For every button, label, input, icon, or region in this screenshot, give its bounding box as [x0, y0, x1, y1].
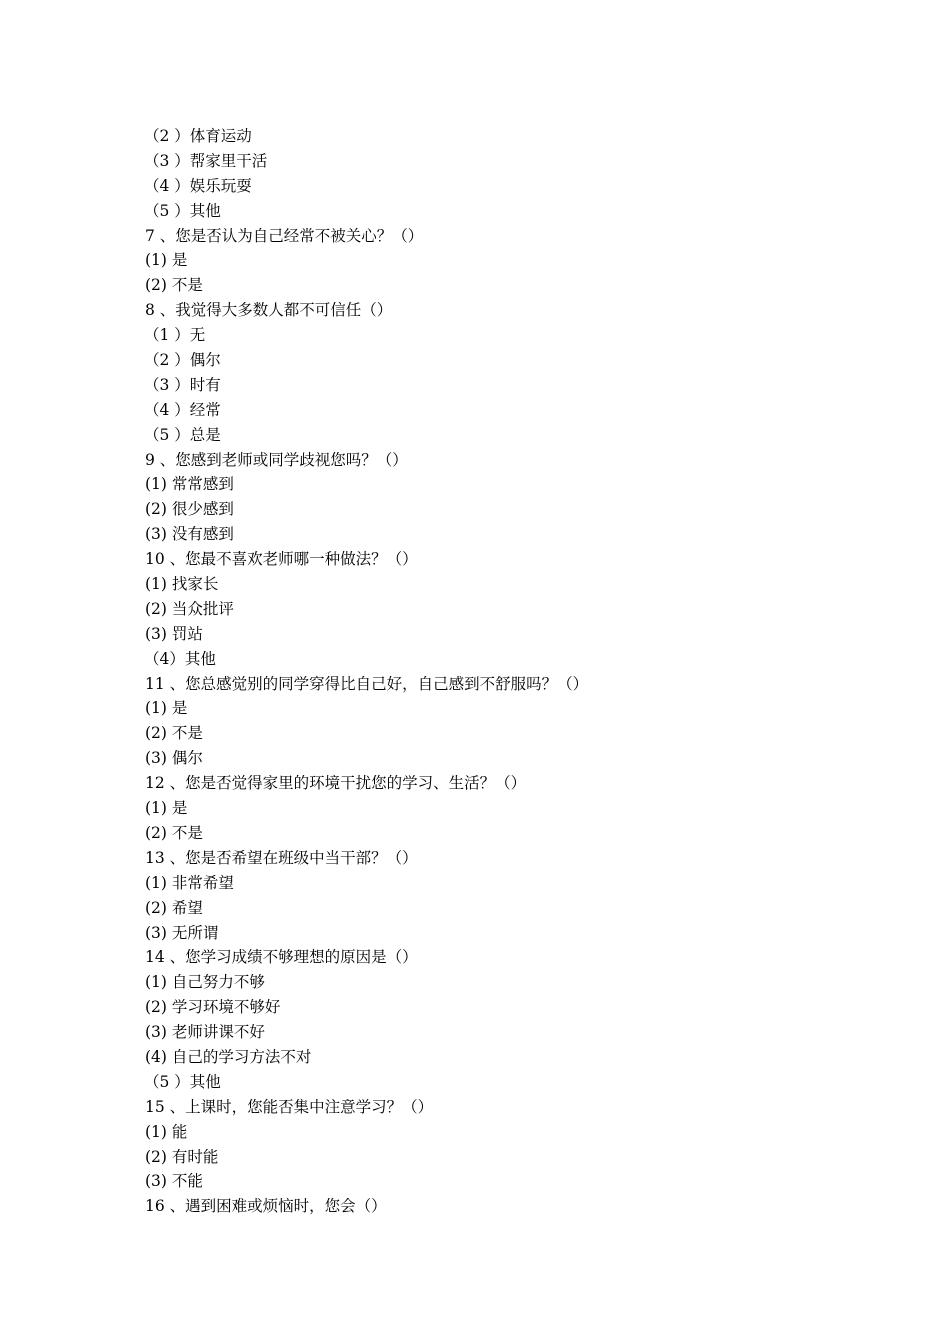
option-line: (3) 罚站 [145, 624, 203, 643]
option-line: （4 ）经常 [144, 400, 221, 419]
option-line: (2) 有时能 [145, 1147, 219, 1166]
option-line: (1) 自己努力不够 [145, 973, 265, 992]
question-line: 11 、您总感觉别的同学穿得比自己好，自己感到不舒服吗？（） [145, 674, 589, 693]
option-line: (2) 不是 [145, 823, 203, 842]
option-line: (2) 不是 [145, 724, 203, 743]
option-line: (2) 当众批评 [145, 599, 234, 618]
option-line: （1 ）无 [144, 326, 206, 345]
question-line: 10 、您最不喜欢老师哪一种做法？（） [145, 550, 418, 569]
option-line: （2 ）体育运动 [144, 127, 252, 145]
option-line: （3 ）时有 [144, 375, 221, 394]
option-line: (1) 常常感到 [145, 475, 234, 494]
option-line: (1) 非常希望 [145, 873, 234, 892]
option-line: （3 ）帮家里干活 [144, 151, 268, 170]
question-line: 12 、您是否觉得家里的环境干扰您的学习、生活？（） [145, 774, 527, 793]
option-line: (1) 是 [145, 799, 188, 818]
option-line: (1) 能 [145, 1122, 188, 1141]
option-line: (4) 自己的学习方法不对 [145, 1047, 312, 1066]
question-line: 16 、遇到困难或烦恼时，您会（） [145, 1197, 387, 1216]
option-line: (2) 学习环境不够好 [145, 998, 281, 1017]
option-line: (2) 不是 [145, 276, 203, 295]
option-line: (3) 老师讲课不好 [145, 1023, 265, 1042]
question-line: 7 、您是否认为自己经常不被关心？（） [145, 226, 424, 245]
option-line: (3) 无所谓 [145, 923, 219, 942]
option-line: (3) 没有感到 [145, 525, 234, 544]
option-line: (3) 不能 [145, 1172, 203, 1191]
option-line: (2) 希望 [145, 898, 203, 917]
question-line: 8 、我觉得大多数人都不可信任（） [145, 301, 393, 320]
question-line: 13 、您是否希望在班级中当干部？（） [145, 848, 418, 867]
question-line: 9 、您感到老师或同学歧视您吗？（） [145, 450, 408, 469]
option-line: （5 ）其他 [144, 1072, 221, 1091]
option-line: （4）其他 [144, 649, 216, 668]
questionnaire-body [145, 124, 845, 1219]
option-line: （5 ）其他 [144, 201, 221, 220]
option-line: （5 ）总是 [144, 425, 221, 444]
question-line: 15 、上课时，您能否集中注意学习？（） [145, 1097, 434, 1116]
option-line: （2 ）偶尔 [144, 351, 221, 370]
option-line: (3) 偶尔 [145, 749, 203, 768]
question-line: 14 、您学习成绩不够理想的原因是（） [145, 948, 418, 967]
option-line: (1) 是 [145, 699, 188, 718]
option-line: (1) 是 [145, 251, 188, 270]
option-line: (2) 很少感到 [145, 500, 234, 519]
option-line: (1) 找家长 [145, 575, 219, 594]
option-line: （4 ）娱乐玩耍 [144, 176, 252, 195]
